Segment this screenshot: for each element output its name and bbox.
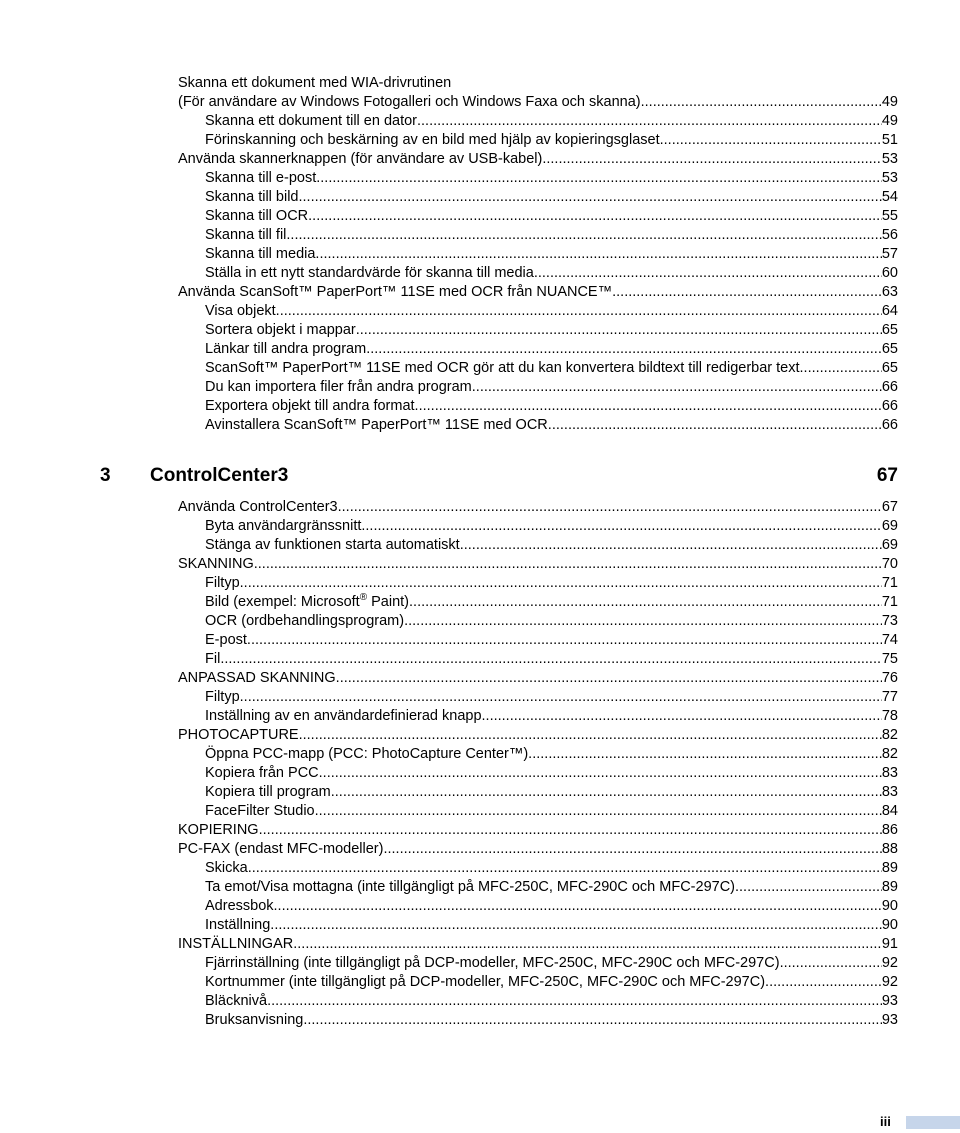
toc-leader-dots <box>528 745 882 764</box>
toc-entry-title: Visa objekt <box>205 303 276 319</box>
toc-entry-page: 77 <box>881 689 898 705</box>
chapter-title: ControlCenter3 <box>150 465 289 486</box>
toc-entry-title: Exportera objekt till andra format <box>205 398 415 414</box>
toc-entry-page: 56 <box>881 227 898 243</box>
toc-entry-page: 93 <box>881 1012 898 1028</box>
toc-entry-page: 64 <box>881 303 898 319</box>
toc-entry[interactable] <box>178 150 898 169</box>
toc-leader-dots <box>641 93 882 112</box>
toc-entry-page: 74 <box>881 632 898 648</box>
toc-entry-page: 73 <box>881 613 898 629</box>
toc-entry-page: 49 <box>881 113 898 129</box>
toc-entry-page: 53 <box>881 170 898 186</box>
toc-entry-page: 53 <box>881 151 898 167</box>
toc-entry-page: 90 <box>881 898 898 914</box>
toc-section-b <box>178 498 898 1030</box>
toc-entry-page: 65 <box>881 341 898 357</box>
toc-entry-title: Länkar till andra program <box>205 341 367 357</box>
toc-entry-page: 66 <box>881 398 898 414</box>
toc-entry[interactable] <box>178 916 898 935</box>
toc-leader-dots <box>534 264 882 283</box>
footer-bar <box>906 1116 960 1129</box>
toc-entry-title: E-post <box>205 632 247 648</box>
toc-entry-page: 71 <box>881 594 898 610</box>
toc-entry-page: 83 <box>881 765 898 781</box>
toc-entry-title: Fil <box>205 651 221 667</box>
toc-entry[interactable] <box>178 340 898 359</box>
toc-entry[interactable] <box>178 954 898 973</box>
toc-entry-page: 67 <box>881 499 898 515</box>
toc-entry-page: 55 <box>881 208 898 224</box>
toc-leader-dots <box>220 650 882 669</box>
toc-entry-page: 65 <box>881 360 898 376</box>
toc-entry[interactable] <box>178 359 898 378</box>
toc-entry-page: 70 <box>881 556 898 572</box>
toc-leader-dots <box>254 555 882 574</box>
toc-entry[interactable] <box>178 378 898 397</box>
toc-leader-dots <box>356 321 882 340</box>
toc-entry[interactable] <box>178 517 898 536</box>
toc-entry-page: 76 <box>881 670 898 686</box>
toc-leader-dots <box>417 112 882 131</box>
toc-entry-title: Kopiera till program <box>205 784 331 800</box>
toc-entry-title: Förinskanning och beskärning av en bild med hjälp av kopieringsglaset <box>205 132 660 148</box>
toc-entry-title: Stänga av funktionen starta automatiskt <box>205 537 460 553</box>
toc-entry[interactable] <box>178 992 898 1011</box>
toc-entry-title: Skanna till OCR <box>205 208 309 224</box>
toc-leader-dots <box>303 1011 882 1030</box>
toc-leader-dots <box>286 226 881 245</box>
toc-entry[interactable] <box>178 783 898 802</box>
toc-entry-title: Öppna PCC-mapp (PCC: PhotoCapture Center™) <box>205 746 529 762</box>
toc-entry[interactable] <box>178 416 898 435</box>
toc-entry-page: 82 <box>881 727 898 743</box>
toc-entry-title: Skanna till media <box>205 246 316 262</box>
toc-entry[interactable] <box>178 707 898 726</box>
toc-entry-page: 92 <box>881 955 898 971</box>
toc-leader-dots <box>267 992 882 1011</box>
toc-leader-dots <box>315 802 882 821</box>
toc-entry-title: Bruksanvisning <box>205 1012 304 1028</box>
toc-leader-dots <box>336 669 882 688</box>
toc-entry[interactable] <box>178 688 898 707</box>
toc-entry-title: Skicka <box>205 860 248 876</box>
toc-entry-page: 63 <box>881 284 898 300</box>
toc-entry[interactable] <box>178 973 898 992</box>
toc-entry[interactable] <box>178 498 898 517</box>
toc-leader-dots <box>259 821 882 840</box>
toc-leader-dots <box>316 169 882 188</box>
toc-leader-dots <box>270 916 882 935</box>
toc-entry-page: 60 <box>881 265 898 281</box>
toc-leader-dots <box>800 359 882 378</box>
toc-entry-page: 78 <box>881 708 898 724</box>
toc-entry[interactable] <box>178 764 898 783</box>
toc-leader-dots <box>331 783 882 802</box>
toc-entry[interactable] <box>178 207 898 226</box>
toc-entry-title: Skanna ett dokument till en dator <box>205 113 417 129</box>
toc-entry[interactable] <box>178 169 898 188</box>
toc-entry-title: KOPIERING <box>178 822 259 838</box>
toc-leader-dots <box>293 935 882 954</box>
toc-leader-dots <box>404 612 882 631</box>
toc-entry-title: INSTÄLLNINGAR <box>178 936 294 952</box>
toc-entry-page: 69 <box>881 518 898 534</box>
toc-entry-title: Du kan importera filer från andra program <box>205 379 472 395</box>
toc-entry-title: Använda ScanSoft™ PaperPort™ 11SE med OCR från NUANCE™ <box>178 284 613 300</box>
toc-entry[interactable] <box>178 555 898 574</box>
toc-leader-dots <box>248 859 882 878</box>
toc-entry-page: 84 <box>881 803 898 819</box>
toc-entry-page: 57 <box>881 246 898 262</box>
toc-entry-page: 82 <box>881 746 898 762</box>
toc-entry-title: PHOTOCAPTURE <box>178 727 299 743</box>
toc-entry-title: OCR (ordbehandlingsprogram) <box>205 613 405 629</box>
toc-entry[interactable] <box>178 897 898 916</box>
toc-leader-dots <box>780 954 882 973</box>
toc-entry[interactable] <box>178 631 898 650</box>
toc-entry-page: 83 <box>881 784 898 800</box>
toc-entry[interactable] <box>178 93 898 112</box>
toc-leader-dots <box>409 593 882 612</box>
toc-entry-title: Bläcknivå <box>205 993 268 1009</box>
toc-entry[interactable] <box>178 112 898 131</box>
toc-entry-title: Skanna till e-post <box>205 170 317 186</box>
toc-entry[interactable] <box>178 226 898 245</box>
toc-entry-title: FaceFilter Studio <box>205 803 315 819</box>
toc-entry[interactable] <box>178 321 898 340</box>
toc-entry-title: ANPASSAD SKANNING <box>178 670 336 686</box>
toc-leader-dots <box>274 897 882 916</box>
toc-leader-dots <box>240 574 882 593</box>
toc-entry-title: Skanna till fil <box>205 227 287 243</box>
toc-leader-dots <box>299 188 882 207</box>
toc-entry[interactable] <box>178 669 898 688</box>
toc-entry-title: Avinstallera ScanSoft™ PaperPort™ 11SE med OCR <box>205 417 548 433</box>
toc-entry-title: Använda skannerknappen (för användare av USB-kabel) <box>178 151 543 167</box>
toc-entry-title: Byta användargränssnitt <box>205 518 362 534</box>
toc-entry[interactable] <box>178 574 898 593</box>
toc-leader-dots <box>366 340 882 359</box>
toc-entry-page: 88 <box>881 841 898 857</box>
toc-leader-dots <box>660 131 882 150</box>
toc-leader-dots <box>361 517 881 536</box>
toc-leader-dots <box>299 726 882 745</box>
toc-leader-dots <box>460 536 882 555</box>
toc-entry-title: Fjärrinställning (inte tillgängligt på DCP-modeller, MFC-250C, MFC-290C och MFC-297C) <box>205 955 780 971</box>
toc-entry[interactable] <box>178 245 898 264</box>
page-number: iii <box>880 1114 891 1129</box>
toc-leader-dots <box>542 150 882 169</box>
toc-entry-page: 51 <box>881 132 898 148</box>
toc-entry[interactable] <box>178 802 898 821</box>
toc-entry[interactable] <box>178 397 898 416</box>
toc-leader-dots <box>240 688 882 707</box>
toc-leader-dots <box>315 245 881 264</box>
toc-leader-dots <box>247 631 882 650</box>
toc-entry-title: Filtyp <box>205 575 240 591</box>
toc-entry-page: 75 <box>881 651 898 667</box>
toc-entry[interactable] <box>178 821 898 840</box>
toc-leader-dots <box>415 397 882 416</box>
toc-leader-dots <box>612 283 882 302</box>
toc-entry[interactable] <box>178 264 898 283</box>
toc-leader-dots <box>276 302 882 321</box>
chapter-heading[interactable] <box>100 462 898 490</box>
toc-entry[interactable] <box>178 593 898 612</box>
toc-entry[interactable] <box>178 131 898 150</box>
chapter-number: 3 <box>100 465 111 486</box>
chapter-page: 67 <box>876 465 898 486</box>
toc-entry-page: 86 <box>881 822 898 838</box>
toc-entry[interactable] <box>178 878 898 897</box>
toc-entry[interactable] <box>178 650 898 669</box>
toc-entry-page: 93 <box>881 993 898 1009</box>
toc-entry-title: Sortera objekt i mappar <box>205 322 356 338</box>
toc-leader-dots <box>472 378 882 397</box>
toc-entry-title: (För användare av Windows Fotogalleri och Windows Faxa och skanna) <box>178 94 641 110</box>
toc-entry-page: 89 <box>881 860 898 876</box>
toc-leader-dots <box>482 707 882 726</box>
toc-entry-title: Kopiera från PCC <box>205 765 319 781</box>
toc-entry[interactable] <box>178 840 898 859</box>
toc-entry-title: Inställning <box>205 917 271 933</box>
toc-entry-page: 92 <box>881 974 898 990</box>
toc-entry-page: 54 <box>881 189 898 205</box>
toc-entry-title: Ställa in ett nytt standardvärde för skanna till media <box>205 265 534 281</box>
toc-entry[interactable] <box>178 935 898 954</box>
toc-leader-dots <box>383 840 881 859</box>
toc-entry[interactable] <box>178 1011 898 1030</box>
toc-leader-dots <box>765 973 882 992</box>
toc-entry-page: 49 <box>881 94 898 110</box>
toc-leader-dots <box>735 878 882 897</box>
toc-entry-page: 89 <box>881 879 898 895</box>
toc-entry[interactable] <box>178 283 898 302</box>
toc-entry[interactable] <box>178 859 898 878</box>
toc-entry-page: 91 <box>881 936 898 952</box>
toc-entry-title: Filtyp <box>205 689 240 705</box>
toc-heading-line <box>178 74 898 93</box>
toc-entry-title: Kortnummer (inte tillgängligt på DCP-modeller, MFC-250C, MFC-290C och MFC-297C) <box>205 974 766 990</box>
toc-entry[interactable] <box>178 745 898 764</box>
toc-entry-page: 66 <box>881 379 898 395</box>
toc-leader-dots <box>308 207 882 226</box>
toc-entry-title: PC-FAX (endast MFC-modeller) <box>178 841 384 857</box>
toc-heading-text: Skanna ett dokument med WIA-drivrutinen <box>178 75 452 91</box>
toc-entry-page: 90 <box>881 917 898 933</box>
toc-entry[interactable] <box>178 188 898 207</box>
toc-section-a <box>178 74 898 435</box>
toc-entry-page: 66 <box>881 417 898 433</box>
toc-entry-page: 69 <box>881 537 898 553</box>
toc-leader-dots <box>319 764 882 783</box>
toc-entry[interactable] <box>178 726 898 745</box>
toc-entry-title: Ta emot/Visa mottagna (inte tillgängligt på MFC-250C, MFC-290C och MFC-297C) <box>205 879 735 895</box>
toc-entry-title: Använda ControlCenter3 <box>178 499 338 515</box>
toc-entry[interactable] <box>178 536 898 555</box>
registered-mark: ® <box>359 592 368 604</box>
toc-leader-dots <box>338 498 882 517</box>
toc-entry-page: 65 <box>881 322 898 338</box>
toc-entry[interactable] <box>178 612 898 631</box>
toc-entry-title: Bild (exempel: Microsoft® Paint) <box>205 592 410 610</box>
toc-entry-title: ScanSoft™ PaperPort™ 11SE med OCR gör att du kan konvertera bildtext till redigerbar text <box>205 360 800 376</box>
toc-leader-dots <box>548 416 882 435</box>
toc-entry[interactable] <box>178 302 898 321</box>
toc-entry-title: SKANNING <box>178 556 254 572</box>
toc-entry-title: Skanna till bild <box>205 189 299 205</box>
toc-entry-title: Adressbok <box>205 898 274 914</box>
toc-entry-page: 71 <box>881 575 898 591</box>
toc-entry-title: Inställning av en användardefinierad knapp <box>205 708 482 724</box>
